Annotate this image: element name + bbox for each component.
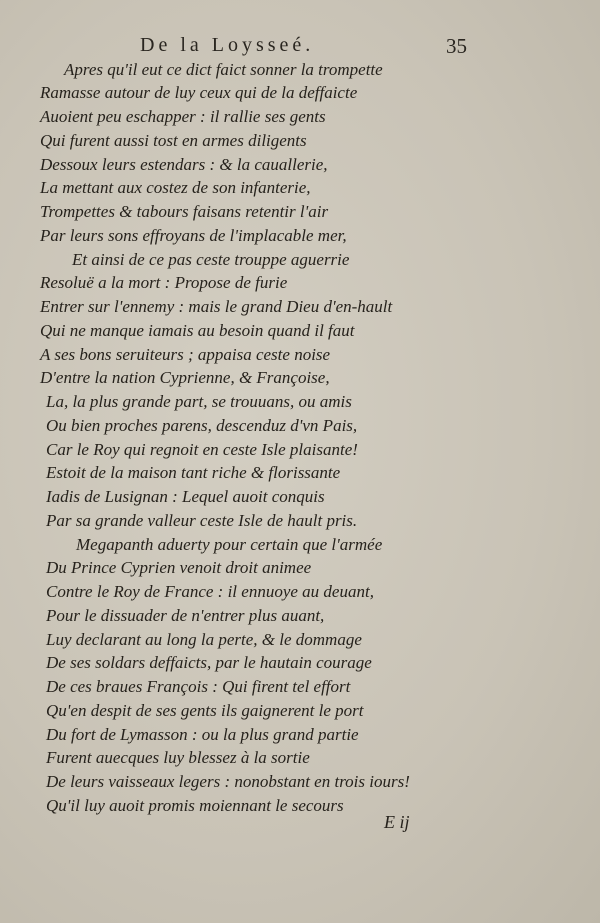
verse-line: Par sa grande valleur ceste Isle de hault pris.	[46, 511, 358, 530]
verse-line: Qui ne manque iamais au besoin quand il faut	[40, 321, 355, 340]
verse-line: Pour le dissuader de n'entrer plus auant,	[46, 606, 325, 625]
verse-line: A ses bons seruiteurs ; appaisa ceste noise	[40, 345, 331, 364]
verse-line: Estoit de la maison tant riche & florissante	[46, 463, 341, 482]
verse-line: Furent auecques luy blessez à la sortie	[46, 748, 310, 767]
verse-line: Du fort de Lymasson : ou la plus grand partie	[46, 725, 359, 744]
verse-line: Qu'il luy auoit promis moiennant le secours	[46, 796, 344, 815]
verse-line: Luy declarant au long la perte, & le dommage	[46, 630, 362, 649]
verse-line: Et ainsi de ce pas ceste trouppe aguerrie	[72, 250, 350, 269]
verse-line: De ses soldars deffaicts, par le hautain courage	[46, 653, 372, 672]
running-title: De la Loysseé.	[140, 34, 315, 56]
verse-line: De leurs vaisseaux legers : nonobstant en trois iours!	[46, 772, 410, 791]
verse-line: Du Prince Cyprien venoit droit animee	[46, 558, 312, 577]
verse-line: Car le Roy qui regnoit en ceste Isle plaisante!	[46, 440, 358, 459]
verse-line: Qui furent aussi tost en armes diligents	[40, 131, 307, 150]
verse-line: Ramasse autour de luy ceux qui de la deffaicte	[40, 83, 358, 102]
verse-line: Contre le Roy de France : il ennuoye au deuant,	[46, 582, 374, 601]
page-number: 35	[446, 34, 467, 58]
verse-line: Auoient peu eschapper : il rallie ses gents	[40, 107, 326, 126]
verse-line: Iadis de Lusignan : Lequel auoit conquis	[46, 487, 325, 506]
verse-line: Dessoux leurs estendars : & la cauallerie,	[40, 155, 328, 174]
verse-line: La, la plus grande part, se trouuans, ou amis	[46, 392, 352, 411]
verse-line: La mettant aux costez de son infanterie,	[40, 178, 311, 197]
signature-mark: E ij	[384, 812, 410, 832]
verse-line: Ou bien proches parens, descenduz d'vn Pais,	[46, 416, 358, 435]
verse-line: Par leurs sons effroyans de l'implacable mer,	[40, 226, 347, 245]
verse-line: Qu'en despit de ses gents ils gaignerent le port	[46, 701, 364, 720]
verse-line: De ces braues François : Qui firent tel effort	[46, 677, 351, 696]
verse-line: Trompettes & tabours faisans retentir l'air	[40, 202, 329, 221]
verse-line: D'entre la nation Cyprienne, & Françoise,	[40, 368, 330, 387]
verse-line: Megapanth aduerty pour certain que l'armée	[76, 535, 383, 554]
verse-line: Entrer sur l'ennemy : mais le grand Dieu d'en-hault	[40, 297, 393, 316]
verse-line: Apres qu'il eut ce dict faict sonner la trompette	[64, 60, 383, 79]
verse-line: Resoluë a la mort : Propose de furie	[40, 273, 288, 292]
